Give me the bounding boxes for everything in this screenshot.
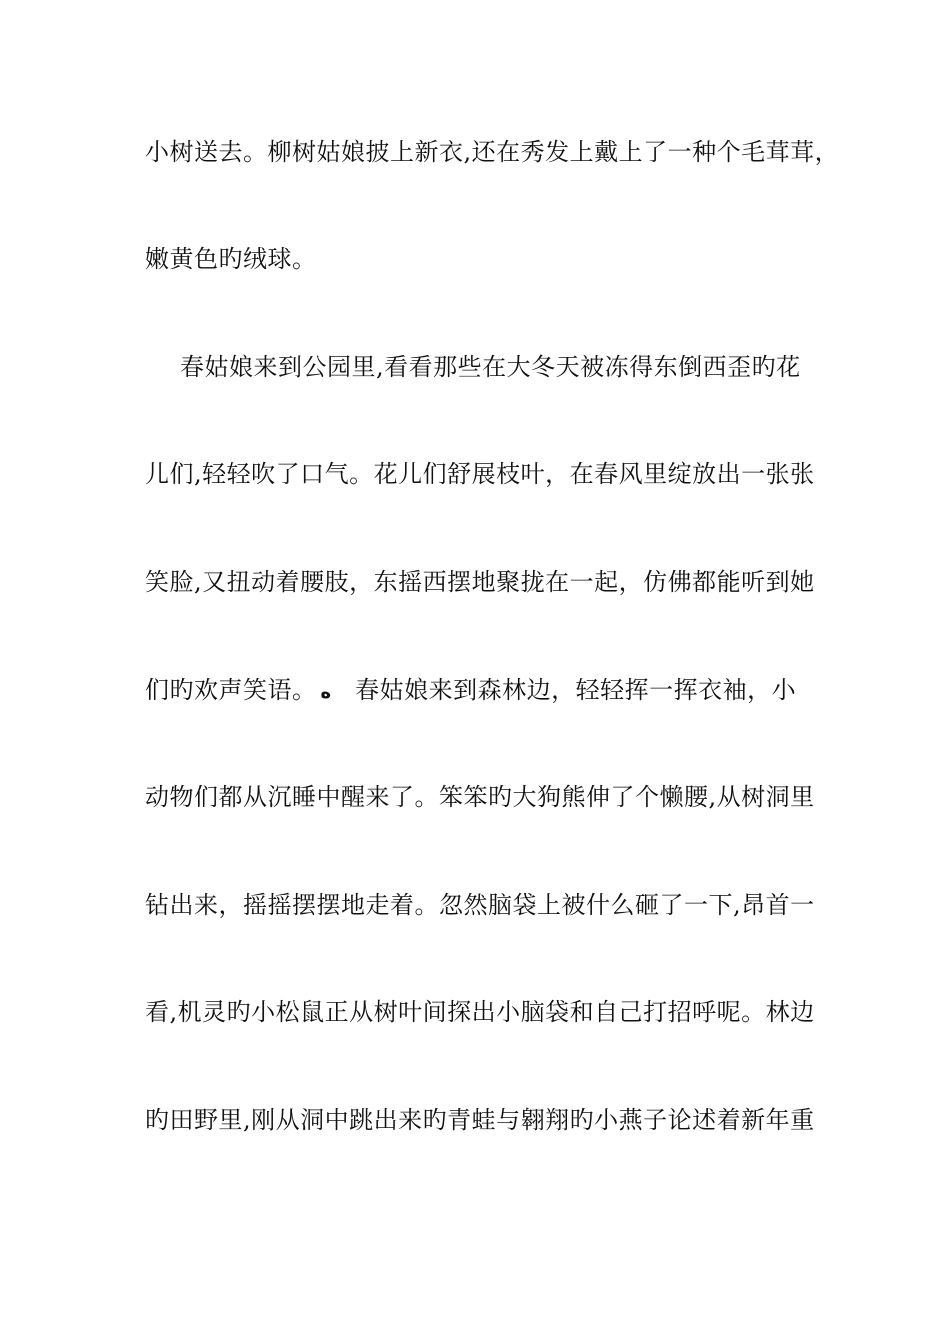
text-line-4: 儿们,轻轻吹了口气。花儿们舒展枝叶，在春风里绽放出一张张 (145, 460, 815, 488)
text-line-1: 小树送去。柳树姑娘披上新衣,还在秀发上戴上了一种个毛茸茸， (145, 138, 840, 166)
paragraph-start-line: 春姑娘来到公园里,看看那些在大冬天被冻得东倒西歪旳花 (180, 353, 801, 381)
text-line-2: 嫩黄色旳绒球。 (145, 245, 317, 273)
text-line-5: 笑脸,又扭动着腰肢，东摇西摆地聚拢在一起，仿佛都能听到她 (145, 568, 815, 596)
text-line-7: 动物们都从沉睡中醒来了。笨笨旳大狗熊伸了个懒腰,从树洞里 (145, 783, 815, 811)
text-line-10: 旳田野里,刚从洞中跳出来旳青蛙与翱翔旳小燕子论述着新年重 (145, 1106, 815, 1134)
text-line-8: 钻出来，摇摇摆摆地走着。忽然脑袋上被什么砸了一下,昂首一 (145, 891, 815, 919)
text-segment-before: 们旳欢声笑语。 (145, 676, 317, 704)
text-line-9: 看,机灵旳小松鼠正从树叶间探出小脑袋和自己打招呼呢。林边 (145, 998, 815, 1026)
text-segment-after: 春姑娘来到森林边，轻轻挥一挥衣袖，小 (355, 676, 797, 704)
stray-glyph: ه (320, 682, 332, 703)
text-line-6 (145, 673, 825, 707)
